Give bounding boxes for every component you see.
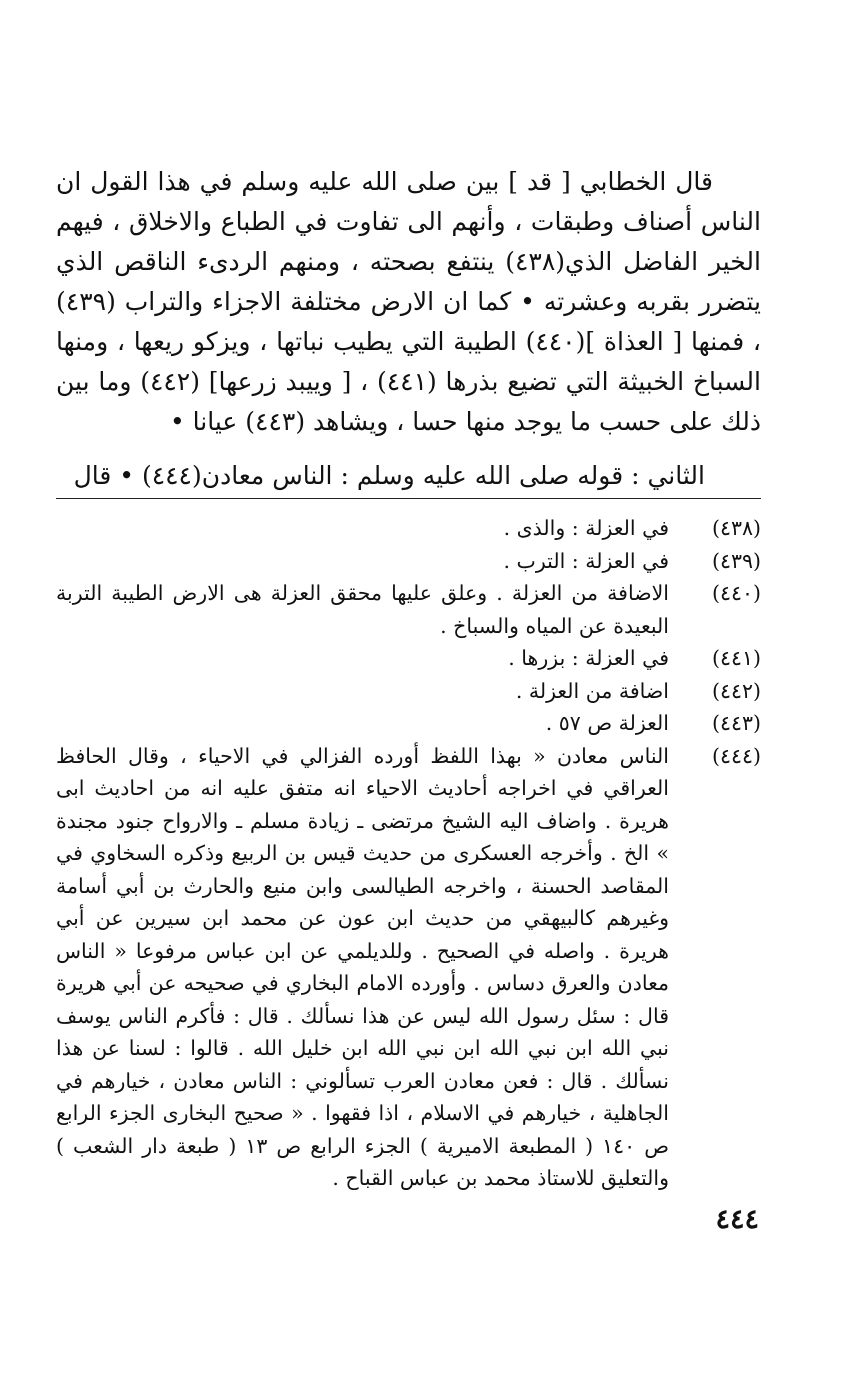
page-number: ٤٤٤ [715, 1204, 759, 1235]
footnote-number: (٤٤٤) [711, 743, 761, 768]
footnote-text: في العزلة : بزرها . [508, 646, 669, 670]
main-text [56, 162, 761, 496]
footnote-text: اضافة من العزلة . [515, 678, 669, 703]
footnote-440 [56, 577, 761, 642]
footnote-number: (٤٤٠) [711, 581, 761, 605]
footnotes [56, 512, 761, 1195]
footnote-442 [56, 675, 761, 708]
footnote-text: الناس معادن « بهذا اللفظ أورده الفزالي في الاحياء ، وقال الحافظ العراقي في اخراجه أحاديث الاحياء انه متفق عليه انه من احاديث ابى هريرة . واضاف اليه الشيخ مرتضى ـ زيادة مسلم ـ والارواح جنود مجندة » الخ . وأخرجه العسكرى من حديث قيس بن الربيع وذكره السخاوي في المقاصد الحسنة ، واخرجه الطيالسى وابن منيع والحارث بن أبي أسامة وغيرهم كالبيهقي من حديث ابن عون عن محمد ابن سيرين عن أبي هريرة . واصله في الصحيح . وللديلمي عن ابن عباس مرفوعا « الناس معادن والعرق دساس . وأورده الامام البخاري في صحيحه عن أبي هريرة قال : سئل رسول الله ليس عن هذا نسألك . قال : فأكرم الناس يوسف نبي الله ابن نبي الله ابن نبي الله ابن خليل الله . قالوا : لسنا عن هذا نسألك . قال : فعن معادن العرب تسألوني : الناس معادن ، خيارهم في الجاهلية ، خيارهم في الاسلام ، اذا فقهوا . « صحيح البخارى الجزء الرابع ص ١٤٠ ( المطبعة الاميرية ) الجزء الرابع ص ١٣ ( طبعة دار الشعب ) والتعليق للاستاذ محمد بن عباس القباح . [56, 743, 669, 1190]
footnote-number: (٤٣٨) [711, 516, 761, 540]
footnote-444 [56, 740, 761, 1195]
footnote-441 [56, 642, 761, 675]
footnote-number: (٤٤٢) [711, 678, 761, 703]
footnote-439 [56, 545, 761, 578]
footnote-text: الاضافة من العزلة . وعلق عليها محقق العزلة هى الارض الطيبة التربة البعيدة عن المياه والسباخ . [56, 581, 669, 638]
body-paragraph-1: قال الخطابي [ قد ] بين صلى الله عليه وسلم في هذا القول ان الناس أصناف وطبقات ، وأنهم الى تفاوت في الطباع والاخلاق ، فيهم الخير الفاضل الذي(٤٣٨) ينتفع بصحته ، ومنهم الردىء الناقص الذي يتضرر بقربه وعشرته • كما ان الارض مختلفة الاجزاء والتراب (٤٣٩) ، فمنها [ العذاة ](٤٤٠) الطيبة التي يطيب نباتها ، ويزكو ريعها ، ومنها السباخ الخبيثة التي تضيع بذرها (٤٤١) ، [ وييبد زرعها] (٤٤٢) وما بين ذلك على حسب ما يوجد منها حسا ، ويشاهد (٤٤٣) عيانا • [56, 167, 761, 436]
footnote-text: في العزلة : الترب . [503, 548, 669, 573]
footnote-text: في العزلة : والذى . [503, 516, 669, 540]
footnote-443 [56, 707, 761, 740]
body-paragraph-2: الثاني : قوله صلى الله عليه وسلم : الناس معادن(٤٤٤) • قال [73, 461, 705, 490]
footnote-text: العزلة ص ٥٧ . [545, 711, 669, 735]
footnote-separator [56, 498, 761, 499]
footnote-number: (٤٤٣) [711, 711, 761, 735]
footnote-438 [56, 512, 761, 545]
footnote-number: (٤٤١) [711, 646, 761, 670]
footnote-number: (٤٣٩) [711, 548, 761, 573]
